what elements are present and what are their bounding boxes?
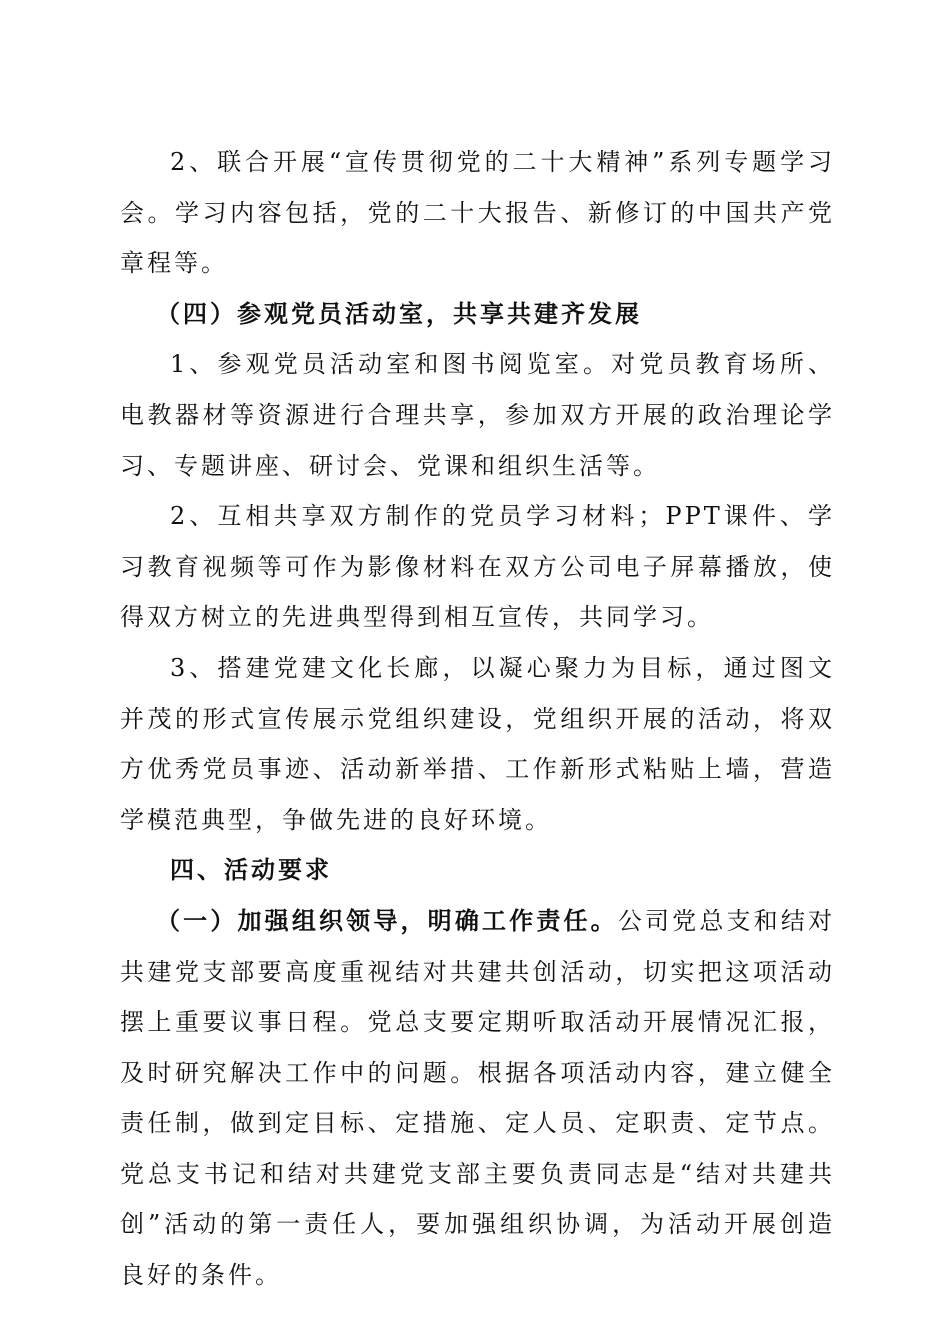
paragraph-share-materials: 2、互相共享双方制作的党员学习材料；PPT课件、学习教育视频等可作为影像材料在双方公司电子屏幕播放，使得双方树立的先进典型得到相互宣传，共同学习。 <box>120 502 835 632</box>
section-heading-requirements: 四、活动要求 <box>170 856 332 885</box>
paragraph-lead-bold: （一）加强组织领导，明确工作责任。 <box>156 906 618 935</box>
paragraph-organization-leadership <box>120 896 835 1301</box>
subheading-visit-activity-room: （四）参观党员活动室，共享共建齐发展 <box>156 299 642 328</box>
paragraph-visit-rooms: 1、参观党员活动室和图书阅览室。对党员教育场所、电教器材等资源进行合理共享，参加双方开展的政治理论学习、专题讲座、研讨会、党课和组织生活等。 <box>120 350 835 480</box>
paragraph-culture-corridor: 3、搭建党建文化长廊，以凝心聚力为目标，通过图文并茂的形式宣传展示党组织建设，党组织开展的活动，将双方优秀党员事迹、活动新举措、工作新形式粘贴上墙，营造学模范典型，争做先进的良好环境。 <box>120 653 835 834</box>
paragraph-study-sessions: 2、联合开展“宣传贯彻党的二十大精神”系列专题学习会。学习内容包括，党的二十大报告、新修订的中国共产党章程等。 <box>120 148 835 278</box>
paragraph-body: 公司党总支和结对共建党支部要高度重视结对共建共创活动，切实把这项活动摆上重要议事日程。党总支要定期听取活动开展情况汇报，及时研究解决工作中的问题。根据各项活动内容，建立健全责任制，做到定目标、定措施、定人员、定职责、定节点。党总支书记和结对共建党支部主要负责同志是“结对共建共创”活动的第一责任人，要加强组织协调，为活动开展创造良好的条件。 <box>120 906 836 1290</box>
document-page <box>120 137 835 1301</box>
